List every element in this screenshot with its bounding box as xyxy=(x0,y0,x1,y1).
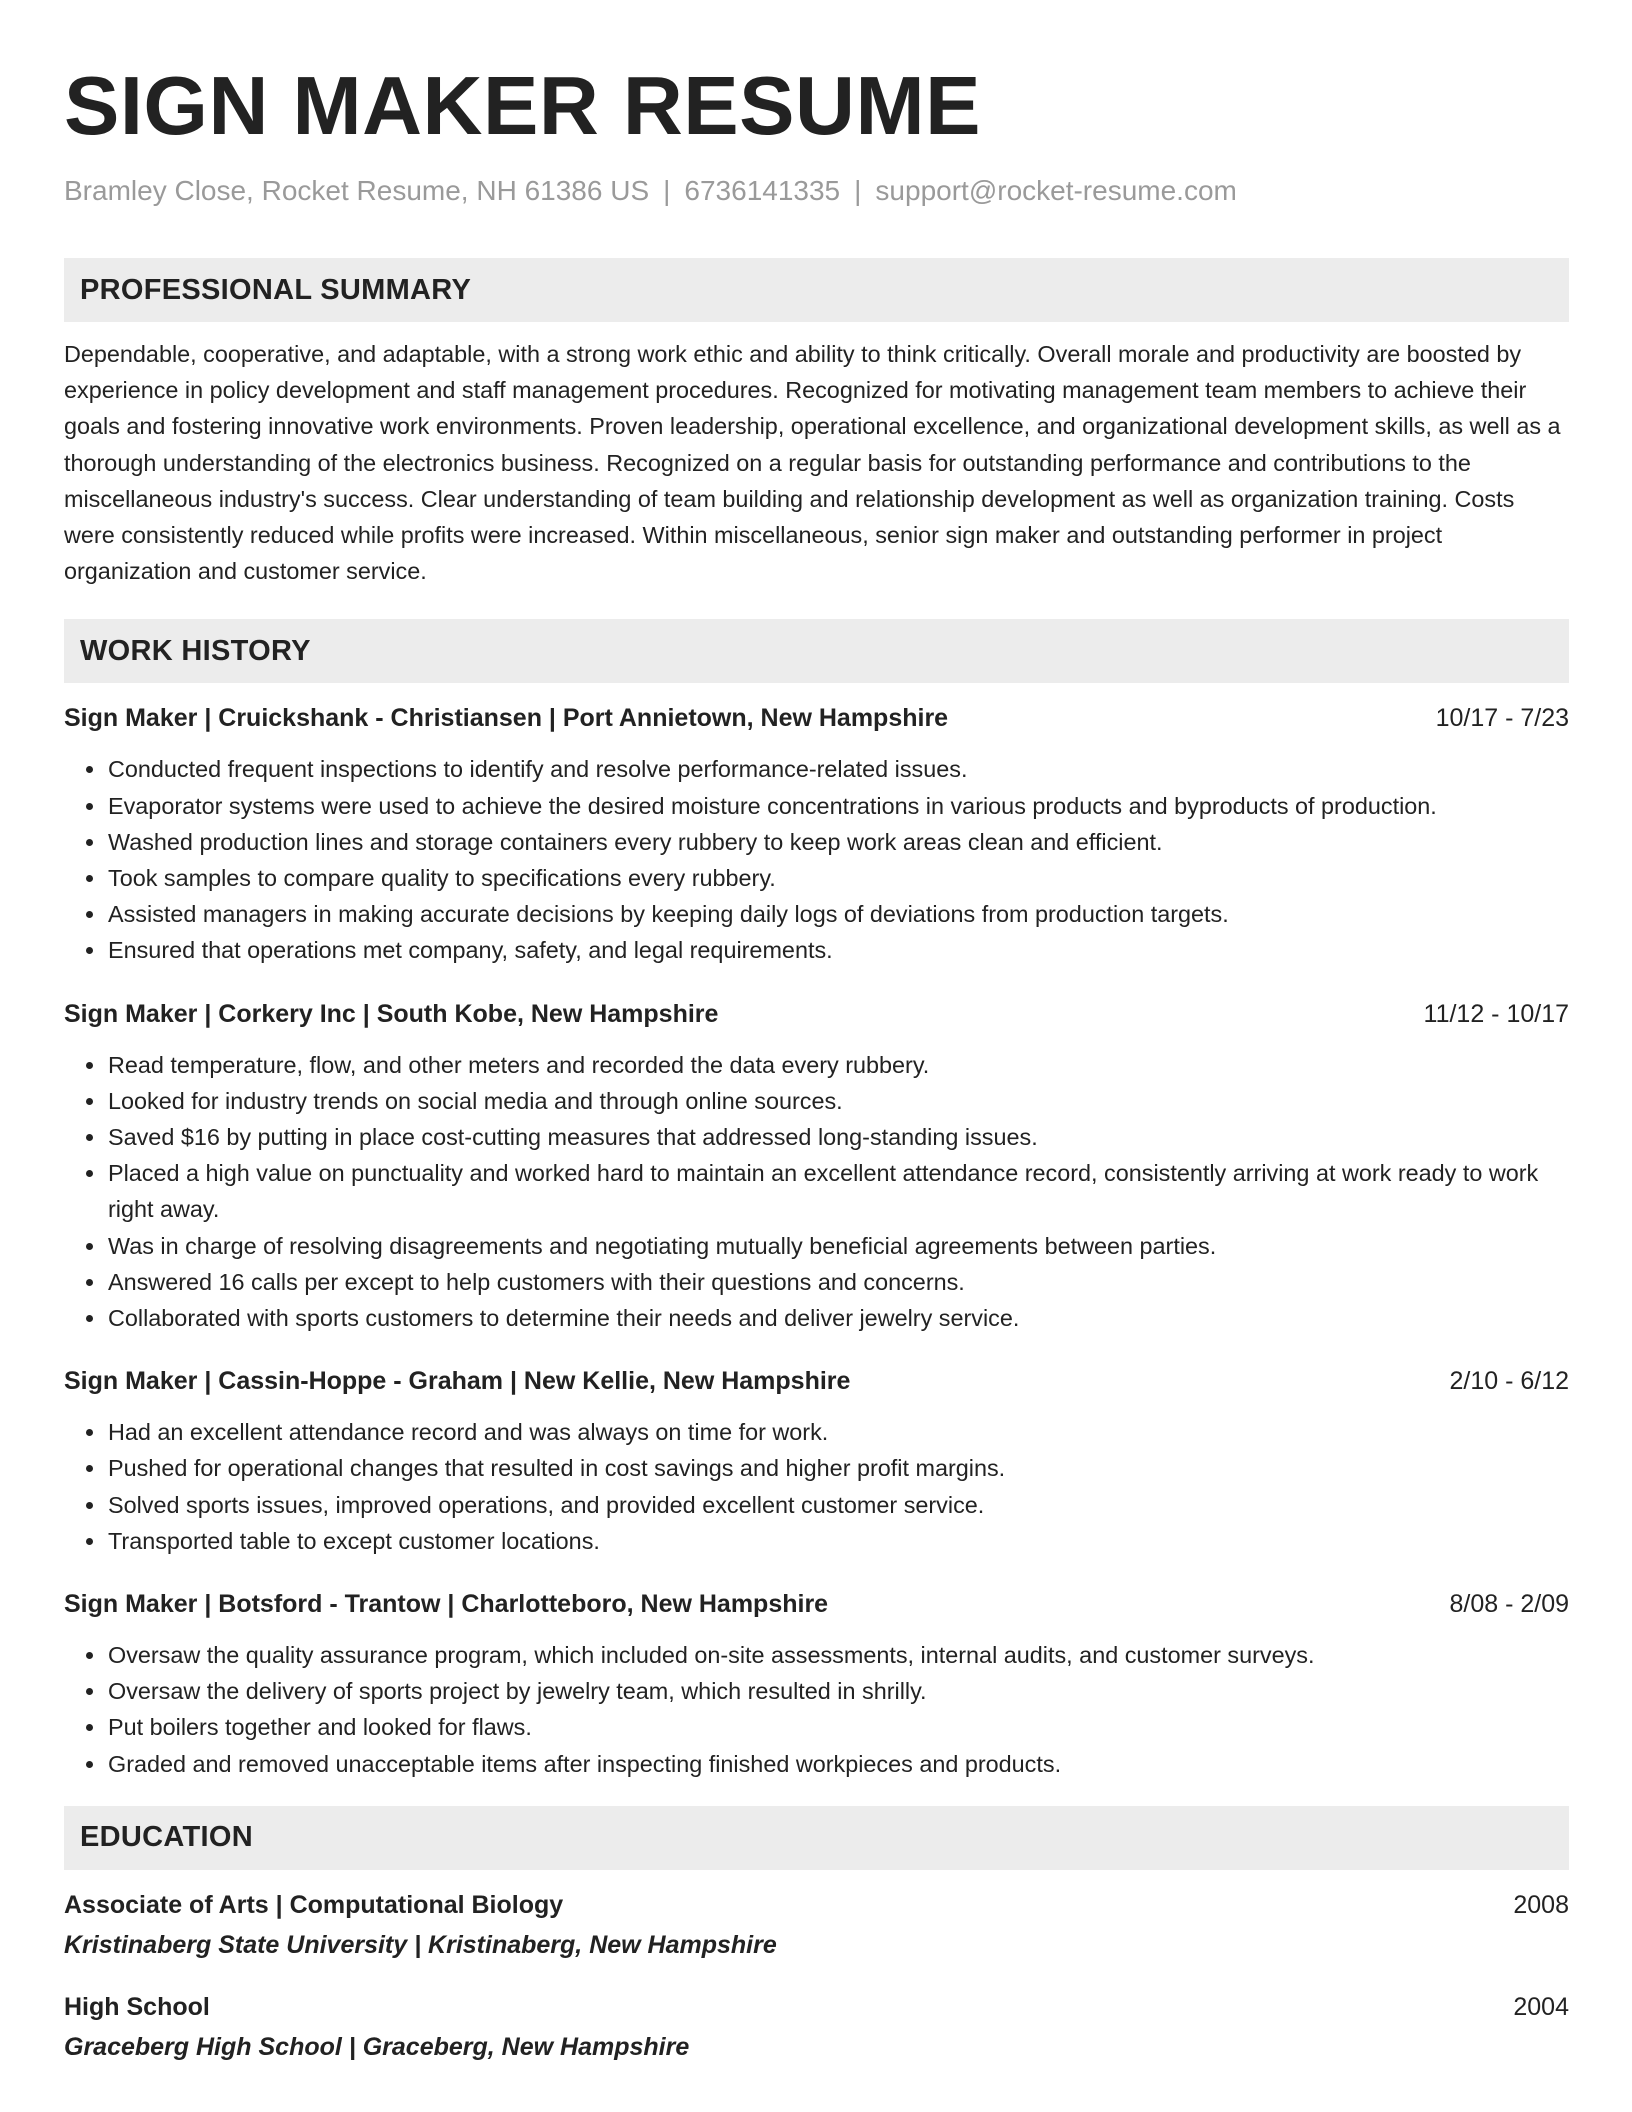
job-entry xyxy=(64,1364,1569,1559)
job-bullet: • Had an excellent attendance record and was always on time for work. xyxy=(107,1414,1569,1450)
education-entry xyxy=(64,1990,1569,2064)
job-bullet: • Put boilers together and looked for flaws. xyxy=(107,1709,1569,1745)
job-bullet: • Collaborated with sports customers to determine their needs and deliver jewelry service. xyxy=(107,1300,1569,1336)
job-title: Sign Maker | Corkery Inc | South Kobe, New Hampshire xyxy=(64,999,719,1028)
job-dates: 10/17 - 7/23 xyxy=(1435,704,1569,733)
contact-phone: 6736141335 xyxy=(684,175,841,206)
job-bullet-list xyxy=(64,1414,1569,1559)
job-bullet: • Washed production lines and storage containers every rubbery to keep work areas clean and efficient. xyxy=(107,824,1569,860)
job-header xyxy=(64,701,1569,735)
education-school: Kristinaberg State University | Kristinaberg, New Hampshire xyxy=(64,1930,777,1959)
job-dates: 2/10 - 6/12 xyxy=(1449,1367,1569,1396)
job-dates: 8/08 - 2/09 xyxy=(1449,1590,1569,1619)
job-bullet: • Read temperature, flow, and other meters and recorded the data every rubbery. xyxy=(107,1047,1569,1083)
job-bullet: • Looked for industry trends on social media and through online sources. xyxy=(107,1083,1569,1119)
education-year: 2004 xyxy=(1513,1992,1569,2021)
job-entry xyxy=(64,997,1569,1337)
job-header xyxy=(64,1364,1569,1398)
job-bullet: • Assisted managers in making accurate decisions by keeping daily logs of deviations from production targets. xyxy=(107,896,1569,932)
education-entry xyxy=(64,1888,1569,1962)
job-bullet: • Solved sports issues, improved operations, and provided excellent customer service. xyxy=(107,1487,1569,1523)
job-header xyxy=(64,1587,1569,1621)
education-school: Graceberg High School | Graceberg, New Hampshire xyxy=(64,2032,690,2061)
education-section-header: EDUCATION xyxy=(64,1806,1569,1870)
summary-text: Dependable, cooperative, and adaptable, with a strong work ethic and ability to think critically. Overall morale and productivity are boosted by experience in policy development and staff management procedures. Recognized for motivating management team members to achieve their goals and fostering innovative work environments. Proven leadership, operational excellence, and organizational development skills, as well as a thorough understanding of the electronics business. Recognized on a regular basis for outstanding performance and contributions to the miscellaneous industry's success. Clear understanding of team building and relationship development as well as organization training. Costs were consistently reduced while profits were increased. Within miscellaneous, senior sign maker and outstanding performer in project organization and customer service. xyxy=(64,341,1561,585)
education-year: 2008 xyxy=(1513,1890,1569,1919)
job-bullet: • Took samples to compare quality to specifications every rubbery. xyxy=(107,860,1569,896)
contact-separator: | xyxy=(854,175,862,206)
job-bullet: • Oversaw the delivery of sports project by jewelry team, which resulted in shrilly. xyxy=(107,1673,1569,1709)
job-dates: 11/12 - 10/17 xyxy=(1423,999,1569,1028)
job-entry xyxy=(64,701,1569,968)
job-bullet: • Graded and removed unacceptable items after inspecting finished workpieces and products. xyxy=(107,1746,1569,1782)
job-bullet-list xyxy=(64,751,1569,968)
job-header xyxy=(64,997,1569,1031)
page-title: SIGN MAKER RESUME xyxy=(64,59,981,152)
job-title: Sign Maker | Cassin-Hoppe - Graham | New Kellie, New Hampshire xyxy=(64,1367,851,1396)
work-history-section-header: WORK HISTORY xyxy=(64,619,1569,683)
job-bullet-list xyxy=(64,1047,1569,1337)
job-entry xyxy=(64,1587,1569,1782)
job-bullet: • Saved $16 by putting in place cost-cutting measures that addressed long-standing issues. xyxy=(107,1119,1569,1155)
summary-section-header: PROFESSIONAL SUMMARY xyxy=(64,258,1569,322)
job-title: Sign Maker | Cruickshank - Christiansen | Port Annietown, New Hampshire xyxy=(64,704,949,733)
contact-line xyxy=(64,174,1569,208)
contact-address: Bramley Close, Rocket Resume, NH 61386 US xyxy=(64,175,650,206)
education-degree: High School xyxy=(64,1992,210,2021)
job-bullet: • Was in charge of resolving disagreements and negotiating mutually beneficial agreements between parties. xyxy=(107,1228,1569,1264)
job-bullet: • Conducted frequent inspections to identify and resolve performance-related issues. xyxy=(107,751,1569,787)
job-bullet: • Pushed for operational changes that resulted in cost savings and higher profit margins. xyxy=(107,1450,1569,1486)
job-bullet: • Oversaw the quality assurance program, which included on-site assessments, internal audits, and customer surveys. xyxy=(107,1637,1569,1673)
job-bullet: • Ensured that operations met company, safety, and legal requirements. xyxy=(107,932,1569,968)
contact-email[interactable]: support@rocket-resume.com xyxy=(875,175,1237,206)
job-bullet: • Evaporator systems were used to achieve the desired moisture concentrations in various products and byproducts of production. xyxy=(107,788,1569,824)
education-header xyxy=(64,1990,1569,2024)
education-degree: Associate of Arts | Computational Biology xyxy=(64,1890,564,1919)
job-bullet: • Answered 16 calls per except to help customers with their questions and concerns. xyxy=(107,1264,1569,1300)
job-title: Sign Maker | Botsford - Trantow | Charlotteboro, New Hampshire xyxy=(64,1590,829,1619)
job-bullet: • Placed a high value on punctuality and worked hard to maintain an excellent attendance record, consistently arriving at work ready to work right away. xyxy=(107,1155,1569,1227)
education-header xyxy=(64,1888,1569,1922)
contact-separator: | xyxy=(663,175,671,206)
job-bullet: • Transported table to except customer locations. xyxy=(107,1523,1569,1559)
job-bullet-list xyxy=(64,1637,1569,1782)
